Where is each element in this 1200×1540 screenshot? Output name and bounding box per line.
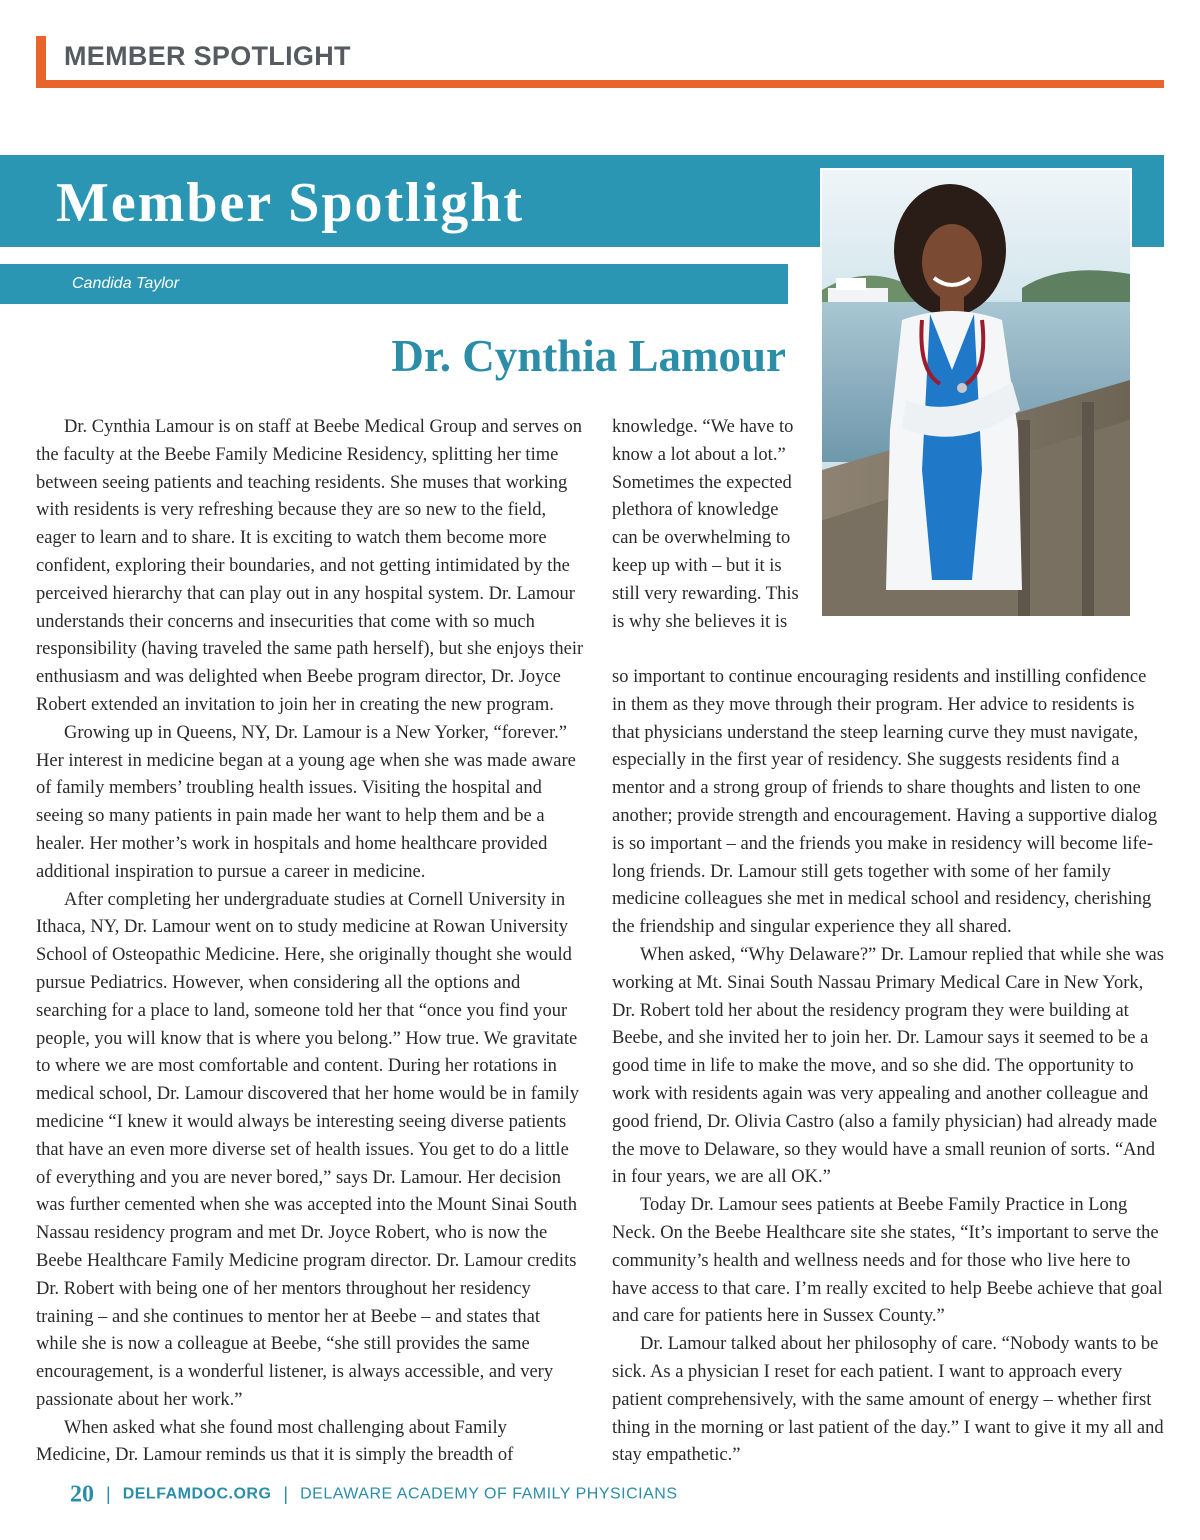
article-right-column xyxy=(612,664,1164,1470)
portrait-photo-icon xyxy=(822,170,1130,616)
portrait-photo xyxy=(820,168,1132,618)
section-header xyxy=(36,36,1164,88)
paragraph: knowledge. “We have to know a lot about a lot.” Sometimes the expected plethora of knowledge can be overwhelming to keep up with – but it is still very rewarding. This is why she believes it is xyxy=(612,417,799,632)
paragraph: Growing up in Queens, NY, Dr. Lamour is a New Yorker, “forever.” Her interest in medicine began at a young age when she was made aware of family members’ troubling health issues. Visiting the hospital and seeing so many patients in pain made her want to help them and be a healer. Her mother’s work in hospitals and home healthcare provided additional inspiration to pursue a career in medicine. xyxy=(36,722,576,882)
paragraph: Dr. Lamour talked about her philosophy of care. “Nobody wants to be sick. As a physician I reset for each patient. I want to approach every patient comprehensively, with the same amount of energy – whether first thing in the morning or last patient of the day.” I want to give it my all and stay empathetic.” xyxy=(612,1334,1164,1466)
paragraph: Today Dr. Lamour sees patients at Beebe Family Practice in Long Neck. On the Beebe Healthcare site she states, “It’s important to serve the community’s health and wellness needs and for those who live here to have access to that care. I’m really excited to help Beebe achieve that goal and care for patients here in Sussex County.” xyxy=(612,1195,1163,1327)
paragraph: After completing her undergraduate studies at Cornell University in Ithaca, NY, Dr. Lamour went on to study medicine at Rowan University School of Osteopathic Medicine. Here, she originally thought she would pursue Pediatrics. However, when considering all the options and searching for a place to land, someone told her that “once you find your people, you will know that is where you belong.” How true. We gravitate to where we are most comfortable and content. During her rotations in medical school, Dr. Lamour discovered that her home would be in family medicine “I knew it would always be interesting seeing diverse patients that have an even more diverse set of health issues. You get to do a little of everything and you are never bored,” says Dr. Lamour. Her decision was further cemented when she was accepted into the Mount Sinai South Nassau residency program and met Dr. Joyce Robert, who is now the Beebe Healthcare Family Medicine program director. Dr. Lamour credits Dr. Robert with being one of her mentors throughout her residency training – and she continues to mentor her at Beebe – and states that while she is now a colleague at Beebe, “she still provides the same encouragement, is a wonderful listener, is always accessible, and very passionate about her work.” xyxy=(36,889,580,1410)
page-footer xyxy=(70,1478,678,1510)
article-left-column xyxy=(36,414,584,1470)
page-number: 20 xyxy=(70,1481,94,1508)
paragraph: When asked, “Why Delaware?” Dr. Lamour replied that while she was working at Mt. Sinai South Nassau Primary Medical Care in New York, Dr. Robert told her about the residency program they were building at Beebe, and she invited her to join her. Dr. Lamour says it seemed to be a good time in life to make the move, and so she did. The opportunity to work with residents again was very appealing and another colleague and good friend, Dr. Olivia Castro (also a family physician) had already made the move to Delaware, so they would have a small reunion of sorts. “And in four years, we are all OK.” xyxy=(612,944,1164,1188)
section-underline xyxy=(36,80,1164,88)
article-heading: Dr. Cynthia Lamour xyxy=(391,331,786,381)
paragraph: Dr. Cynthia Lamour is on staff at Beebe Medical Group and serves on the faculty at the Beebe Family Medicine Residency, splitting her time between seeing patients and teaching residents. She muses that working with residents is very refreshing because they are so new to the field, eager to learn and to share. It is exciting to watch them become more confident, exploring their boundaries, and not getting intimidated by the perceived hierarchy that can play out in any hospital system. Dr. Lamour understands their concerns and insecurities that come with so much responsibility (having traveled the same path herself), but she enjoys their enthusiasm and was delighted when Beebe program director, Dr. Joyce Robert extended an invitation to join her in creating the new program. xyxy=(36,417,584,715)
paragraph: When asked what she found most challenging about Family Medicine, Dr. Lamour reminds us that it is simply the breadth of xyxy=(36,1417,514,1466)
footer-separator: | xyxy=(106,1484,111,1505)
footer-site-link[interactable]: DELFAMDOC.ORG xyxy=(122,1485,272,1503)
article-right-top xyxy=(612,414,808,636)
section-label: MEMBER SPOTLIGHT xyxy=(64,41,351,71)
paragraph: so important to continue encouraging residents and instilling confidence in them as they move through their program. Her advice to residents is that physicians understand the steep learning curve they must navigate, especially in the first year of residency. She suggests residents find a mentor and a strong group of friends to share thoughts and listen to one another; provide strength and encouragement. Having a supportive dialog is so important – and the friends you make in residency will become life-long friends. Dr. Lamour still gets together with some of her family medicine colleagues she met in medical school and residency, cherishing the friendship and singular experience they all shared. xyxy=(612,667,1158,938)
author-name: Candida Taylor xyxy=(72,275,180,292)
footer-organization: DELAWARE ACADEMY OF FAMILY PHYSICIANS xyxy=(300,1485,678,1503)
banner-title: Member Spotlight xyxy=(56,172,525,234)
footer-separator: | xyxy=(283,1484,289,1505)
